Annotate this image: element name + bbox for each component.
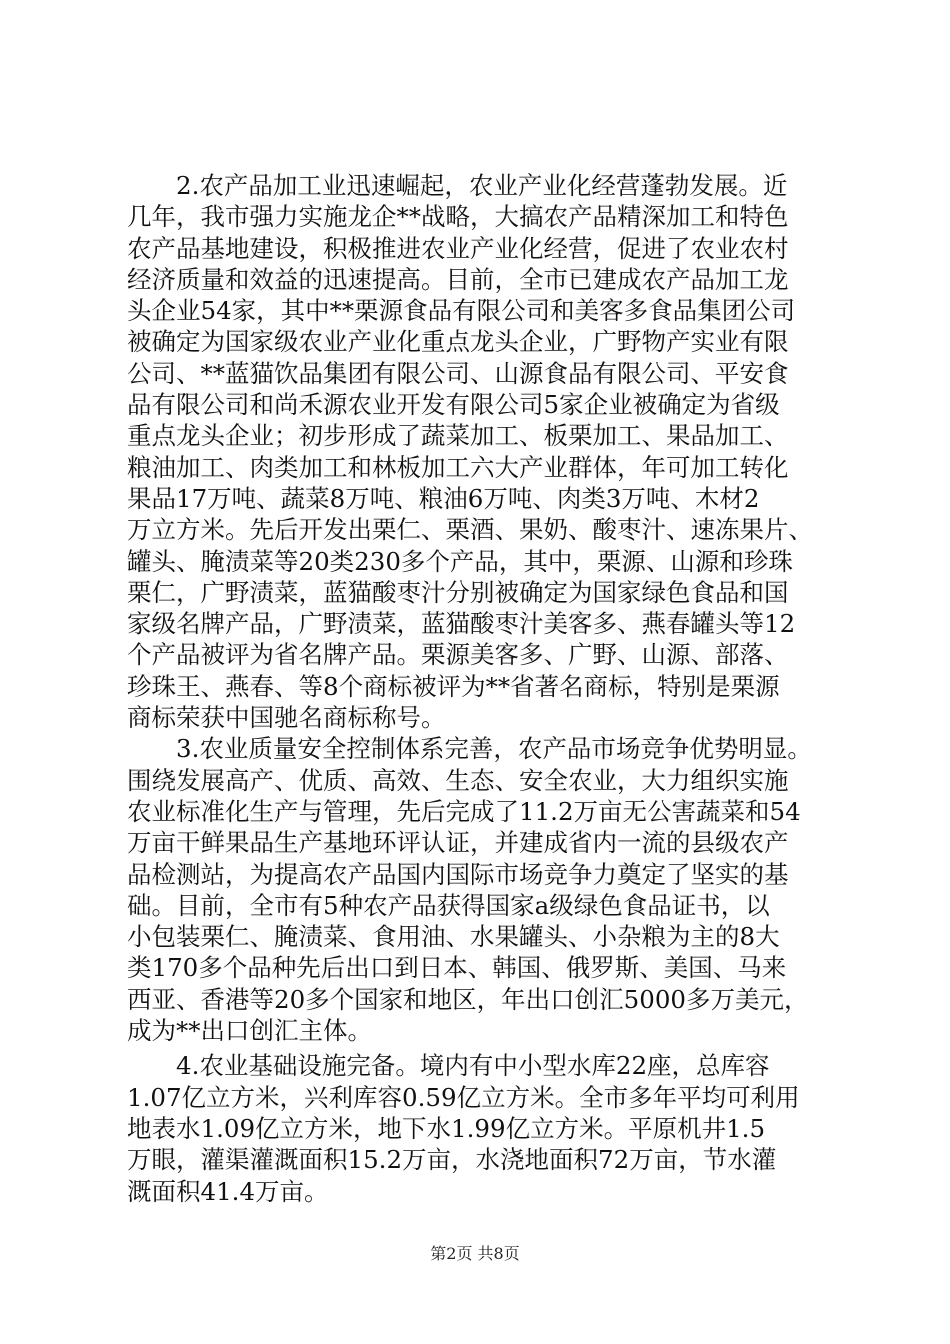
- text-line: 3.农业质量安全控制体系完善，农产品市场竞争优势明显。: [176, 734, 812, 764]
- text-line: 万亩干鲜果品生产基地环评认证，并建成省内一流的县级农产: [127, 828, 789, 858]
- text-line: 础。目前，全市有5种农产品获得国家a级绿色食品证书，以: [127, 890, 770, 920]
- text-line: 家级名牌产品，广野渍菜，蓝猫酸枣汁美客多、燕春罐头等12: [127, 609, 796, 639]
- text-line: 溉面积41.4万亩。: [127, 1176, 329, 1206]
- paragraph-infrastructure: [127, 1050, 827, 1206]
- text-line: 栗仁，广野渍菜，蓝猫酸枣汁分别被确定为国家绿色食品和国: [127, 577, 789, 607]
- text-line: 果品17万吨、蔬菜8万吨、粮油6万吨、肉类3万吨、木材2: [127, 483, 760, 513]
- text-line: 粮油加工、肉类加工和林板加工六大产业群体，年可加工转化: [127, 452, 789, 482]
- text-line: 围绕发展高产、优质、高效、生态、安全农业，大力组织实施: [127, 765, 789, 795]
- text-line: 万眼，灌渠灌溉面积15.2万亩，水浇地面积72万亩，节水灌: [127, 1145, 777, 1175]
- text-line: 公司、**蓝猫饮品集团有限公司、山源食品有限公司、平安食: [127, 358, 789, 388]
- text-line: 重点龙头企业；初步形成了蔬菜加工、板栗加工、果品加工、: [127, 421, 789, 451]
- text-line: 个产品被评为省名牌产品。栗源美客多、广野、山源、部落、: [127, 640, 789, 670]
- text-line: 几年，我市强力实施龙企**战略，大搞农产品精深加工和特色: [127, 202, 789, 232]
- text-line: 2.农产品加工业迅速崛起，农业产业化经营蓬勃发展。近: [176, 171, 788, 200]
- text-line: 成为**出口创汇主体。: [127, 1016, 372, 1046]
- text-line: 品检测站，为提高农产品国内国际市场竞争力奠定了坚实的基: [127, 859, 789, 889]
- text-line: 农业标准化生产与管理，先后完成了11.2万亩无公害蔬菜和54: [127, 796, 801, 826]
- text-line: 珍珠王、燕春、等8个商标被评为**省著名商标，特别是栗源: [127, 671, 780, 701]
- page-number-footer: 第2页 共8页: [430, 1244, 520, 1263]
- text-line: 头企业54家，其中**栗源食品有限公司和美客多食品集团公司: [127, 296, 796, 326]
- document-body: [127, 170, 827, 1207]
- text-line: 类170多个品种先后出口到日本、韩国、俄罗斯、美国、马来: [127, 953, 787, 983]
- text-line: 农产品基地建设，积极推进农业产业化经营，促进了农业农村: [127, 233, 789, 263]
- text-line: 经济质量和效益的迅速提高。目前，全市已建成农产品加工龙: [127, 264, 789, 294]
- text-line: 被确定为国家级农业产业化重点龙头企业，广野物产实业有限: [127, 327, 789, 357]
- text-line: 万立方米。先后开发出栗仁、栗酒、果奶、酸枣汁、速冻果片、: [127, 515, 813, 545]
- paragraph-agri-processing: [127, 170, 827, 733]
- text-line: 1.07亿立方米，兴利库容0.59亿立方米。全市多年平均可利用: [127, 1082, 800, 1112]
- text-line: 4.农业基础设施完备。境内有中小型水库22座，总库容: [176, 1051, 770, 1081]
- text-line: 西亚、香港等20多个国家和地区，年出口创汇5000多万美元，: [127, 984, 809, 1014]
- text-line: 商标荣获中国驰名商标称号。: [127, 703, 446, 733]
- text-line: 罐头、腌渍菜等20类230多个产品，其中，栗源、山源和珍珠: [127, 546, 793, 576]
- text-line: 品有限公司和尚禾源农业开发有限公司5家企业被确定为省级: [127, 390, 780, 420]
- text-line: 地表水1.09亿立方米，地下水1.99亿立方米。平原机井1.5: [127, 1113, 766, 1143]
- text-line: 小包装栗仁、腌渍菜、食用油、水果罐头、小杂粮为主的8大: [127, 922, 780, 952]
- paragraph-quality-safety: [127, 733, 827, 1046]
